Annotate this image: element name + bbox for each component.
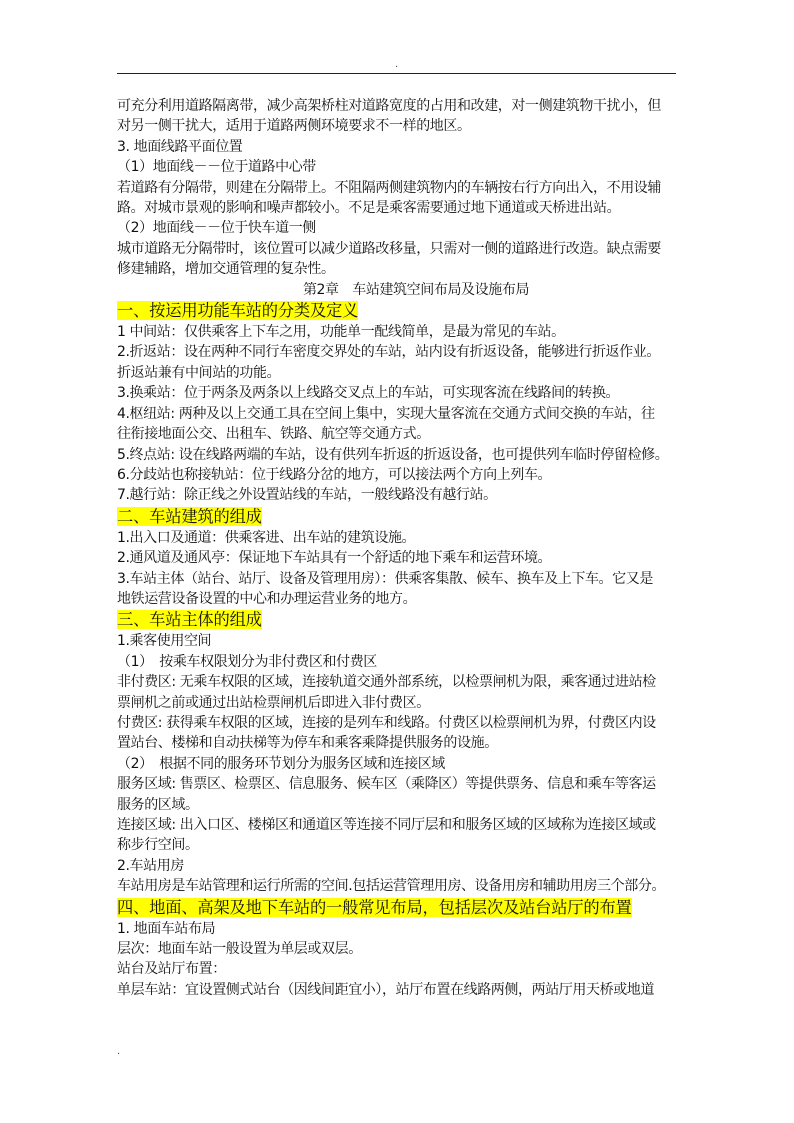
section-heading-text: 三、车站主体的组成 xyxy=(117,610,262,630)
paragraph-line: 3.换乘站：位于两条及两条以上线路交叉点上的车站，可实现客流在线路间的转换。 xyxy=(117,385,620,402)
paragraph-line: 1 中间站：仅供乘客上下车之用，功能单一配线简单，是最为常见的车站。 xyxy=(117,324,565,341)
paragraph-line: 修建辅路，增加交通管理的复杂性。 xyxy=(117,261,335,278)
section-heading-text: 一、按运用功能车站的分类及定义 xyxy=(117,301,359,321)
paragraph-line: 4.枢纽站: 两种及以上交通工具在空间上集中，实现大量客流在交通方式间交换的车站，往 xyxy=(117,405,655,422)
paragraph-line: 层次：地面车站一般设置为单层或双层。 xyxy=(117,941,362,958)
paragraph-line: 站台及站厅布置： xyxy=(117,961,226,978)
section-heading-text: 四、地面、高架及地下车站的一般常见布局，包括层次及站台站厅的布置 xyxy=(117,897,632,917)
paragraph-line: 往衔接地面公交、出租车、铁路、航空等交通方式。 xyxy=(117,426,430,443)
paragraph-line: 路。对城市景观的影响和噪声都较小。不足是乘客需要通过地下通道或天桥进出站。 xyxy=(117,200,621,217)
paragraph-line: 服务区域: 售票区、检票区、信息服务、候车区（乘降区）等提供票务、信息和乘车等客运 xyxy=(117,776,656,793)
paragraph-line: 服务的区域。 xyxy=(117,796,199,813)
subheading: （1）地面线－－位于道路中心带 xyxy=(117,159,316,176)
paragraph-line: 票闸机之前或通过出站检票闸机后即进入非付费区。 xyxy=(117,694,430,711)
subheading: （2） 根据不同的服务环节划分为服务区域和连接区域 xyxy=(117,755,445,772)
subheading: 3. 地面线路平面位置 xyxy=(117,138,243,155)
subheading: 2.车站用房 xyxy=(117,857,184,874)
section-heading-3 xyxy=(117,609,689,631)
paragraph-line: 单层车站：宜设置侧式站台（因线间距宜小），站厅布置在线路两侧，两站厅用天桥或地道 xyxy=(117,981,654,998)
chapter-title: 第2章 车站建筑空间布局及设施布局 xyxy=(302,281,530,298)
header-mark: . xyxy=(395,59,399,70)
paragraph-line: 付费区: 获得乘车权限的区域，连接的是列车和线路。付费区以检票闸机为界，付费区内设 xyxy=(117,714,656,731)
header-rule xyxy=(117,73,676,74)
paragraph-line: 对另一侧干扰大，适用于道路两侧环境要求不一样的地区。 xyxy=(117,118,471,135)
paragraph-line: 城市道路无分隔带时，该位置可以减少道路改移量，只需对一侧的道路进行改造。缺点需要 xyxy=(117,240,661,257)
paragraph-line: 1.出入口及通道：供乘客进、出车站的建筑设施。 xyxy=(117,529,416,546)
paragraph-line: 若道路有分隔带，则建在分隔带上。不阻隔两侧建筑物内的车辆按右行方向出入，不用设辅 xyxy=(117,179,661,196)
paragraph-line: 车站用房是车站管理和运行所需的空间.包括运营管理用房、设备用房和辅助用房三个部分。 xyxy=(117,878,666,895)
paragraph-line: 7.越行站：除正线之外设置站线的车站，一般线路没有越行站。 xyxy=(117,487,497,504)
paragraph-line: 可充分利用道路隔离带，减少高架桥柱对道路宽度的占用和改建，对一侧建筑物干扰小，但 xyxy=(117,98,661,114)
section-heading-text: 二、车站建筑的组成 xyxy=(117,506,262,526)
footer-mark: . xyxy=(117,1046,121,1057)
paragraph-line: 置站台、楼梯和自动扶梯等为停车和乘客乘降提供服务的设施。 xyxy=(117,735,498,752)
section-heading-1 xyxy=(117,300,689,322)
paragraph-line: 连接区域: 出入口区、楼梯区和通道区等连接不同厅层和和服务区域的区域称为连接区域或 xyxy=(117,817,656,833)
paragraph-line: 3.车站主体（站台、站厅、设备及管理用房）：供乘客集散、候车、换车及上下车。它又是 xyxy=(117,570,653,587)
section-heading-4 xyxy=(117,897,689,919)
paragraph-line: 6.分歧站也称接轨站：位于线路分岔的地方，可以接法两个方向上列车。 xyxy=(117,466,552,483)
section-heading-2 xyxy=(117,506,689,528)
paragraph-line: 非付费区: 无乘车权限的区域，连接轨道交通外部系统，以检票闸机为限，乘客通过进站检 xyxy=(117,674,656,691)
subheading: 1.乘客使用空间 xyxy=(117,633,212,650)
document-body xyxy=(117,96,689,1000)
paragraph-line: 5.终点站: 设在线路两端的车站，设有供列车折返的折返设备，也可提供列车临时停留检修。 xyxy=(117,446,669,463)
paragraph-line: 2.通风道及通风亭：保证地下车站具有一个舒适的地下乘车和运营环境。 xyxy=(117,550,552,567)
subheading: （2）地面线－－位于快车道一侧 xyxy=(117,220,316,237)
subheading: 1. 地面车站布局 xyxy=(117,920,216,937)
paragraph-line: 2.折返站：设在两种不同行车密度交界处的车站，站内设有折返设备，能够进行折返作业。 xyxy=(117,344,660,361)
paragraph-line: 称步行空间。 xyxy=(117,837,199,854)
subheading: （1） 按乘车权限划分为非付费区和付费区 xyxy=(117,653,377,670)
paragraph-line: 地铁运营设备设置的中心和办理运营业务的地方。 xyxy=(117,590,417,607)
paragraph-line: 折返站兼有中间站的功能。 xyxy=(117,364,281,381)
